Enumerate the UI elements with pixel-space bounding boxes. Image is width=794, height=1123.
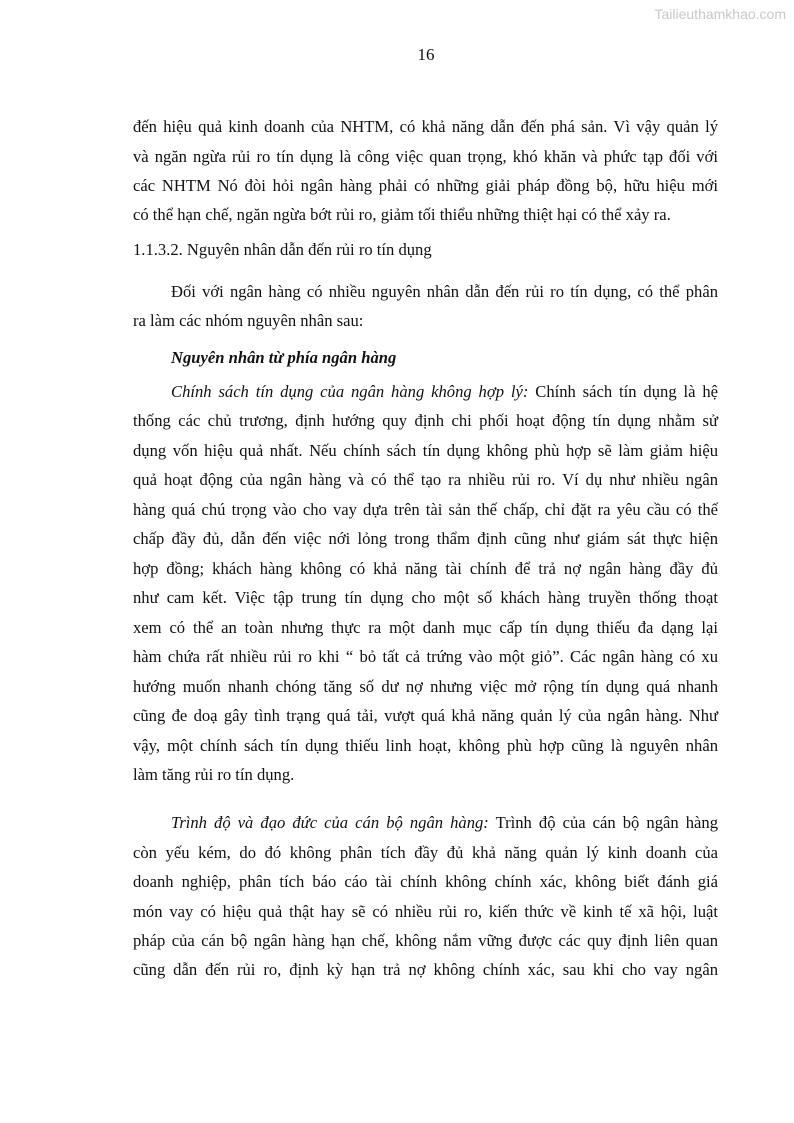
text-line: hướng muốn nhanh chóng tăng số dư nợ nhưng việc mở rộng tín dụng quá nhanh [133, 677, 718, 696]
text-line: còn yếu kém, do đó không phân tích đầy đủ khả năng quản lý kinh doanh của [133, 843, 718, 862]
text-line: pháp của cán bộ ngân hàng hạn chế, không nắm vững được các quy định liên quan [133, 931, 718, 950]
line-text: Trình độ của cán bộ ngân hàng [488, 813, 718, 832]
text-line: món vay có hiệu quả thật hay sẽ có nhiều rủi ro, kiến thức về kinh tế xã hội, luật [133, 902, 718, 921]
text-line [171, 380, 718, 404]
text-line: xem có thể an toàn nhưng thực ra một danh mục cấp tín dụng thiếu đa dạng lại [133, 618, 718, 637]
watermark: Tailieuthamkhao.com [654, 6, 786, 22]
text-line: các NHTM Nó đòi hỏi ngân hàng phải có những giải pháp đồng bộ, hữu hiệu mới [133, 176, 718, 195]
line-text: Chính sách tín dụng là hệ [528, 382, 718, 401]
text-line: hàng quá chú trọng vào cho vay dựa trên tài sản thế chấp, chỉ đặt ra yêu cầu có thế [133, 500, 718, 519]
page-number: 16 [417, 45, 435, 64]
section-heading: 1.1.3.2. Nguyên nhân dẫn đến rủi ro tín dụng [133, 240, 432, 259]
text-line: và ngăn ngừa rủi ro tín dụng là công việc quan trọng, khó khăn và phức tạp đối với [133, 147, 718, 166]
text-line: cũng dẫn đến rủi ro, định kỳ hạn trả nợ không chính xác, sau khi cho vay ngân [133, 960, 718, 979]
text-line: thống các chủ trương, định hướng quy định chi phối hoạt động tín dụng nhằm sử [133, 411, 718, 430]
text-line: như cam kết. Việc tập trung tín dụng cho một số khách hàng truyền thống thoạt [133, 588, 718, 607]
italic-lead: Trình độ và đạo đức của cán bộ ngân hàng: [171, 813, 489, 832]
text-line: có thể hạn chế, ngăn ngừa bớt rủi ro, giảm tối thiểu những thiệt hại có thể xảy ra. [133, 205, 671, 224]
text-line: đến hiệu quả kinh doanh của NHTM, có khả năng dẫn đến phá sản. Vì vậy quản lý [133, 117, 718, 136]
text-line: Đối với ngân hàng có nhiều nguyên nhân dẫn đến rủi ro tín dụng, có thể phân [171, 282, 718, 301]
text-line: cũng đe doạ gây tình trạng quá tải, vượt quá khả năng quản lý của ngân hàng. Như [133, 706, 718, 725]
text-line: ra làm các nhóm nguyên nhân sau: [133, 311, 364, 330]
text-line: doanh nghiệp, phân tích báo cáo tài chính không chính xác, không biết đánh giá [133, 872, 718, 891]
text-line: hàm chứa rất nhiều rủi ro khi “ bỏ tất cả trứng vào một giỏ”. Các ngân hàng có xu [133, 647, 718, 666]
text-line [171, 811, 718, 835]
subsection-heading: Nguyên nhân từ phía ngân hàng [171, 348, 397, 367]
text-line: làm tăng rủi ro tín dụng. [133, 765, 295, 784]
text-line: dụng vốn hiệu quả nhất. Nếu chính sách tín dụng không phù hợp sẽ làm giảm hiệu [133, 441, 718, 460]
text-line: hợp đồng; khách hàng không có khả năng tài chính để trả nợ ngân hàng đầy đủ [133, 559, 718, 578]
text-line: quả hoạt động của ngân hàng và có thể tạo ra nhiều rủi ro. Ví dụ như nhiều ngân [133, 470, 718, 489]
text-line: chấp đầy đủ, dẫn đến việc nới lỏng trong thẩm định cũng như giám sát thực hiện [133, 529, 718, 548]
text-line: vậy, một chính sách tín dụng thiếu linh hoạt, không phù hợp cũng là nguyên nhân [133, 736, 718, 755]
italic-lead: Chính sách tín dụng của ngân hàng không hợp lý: [171, 382, 529, 401]
